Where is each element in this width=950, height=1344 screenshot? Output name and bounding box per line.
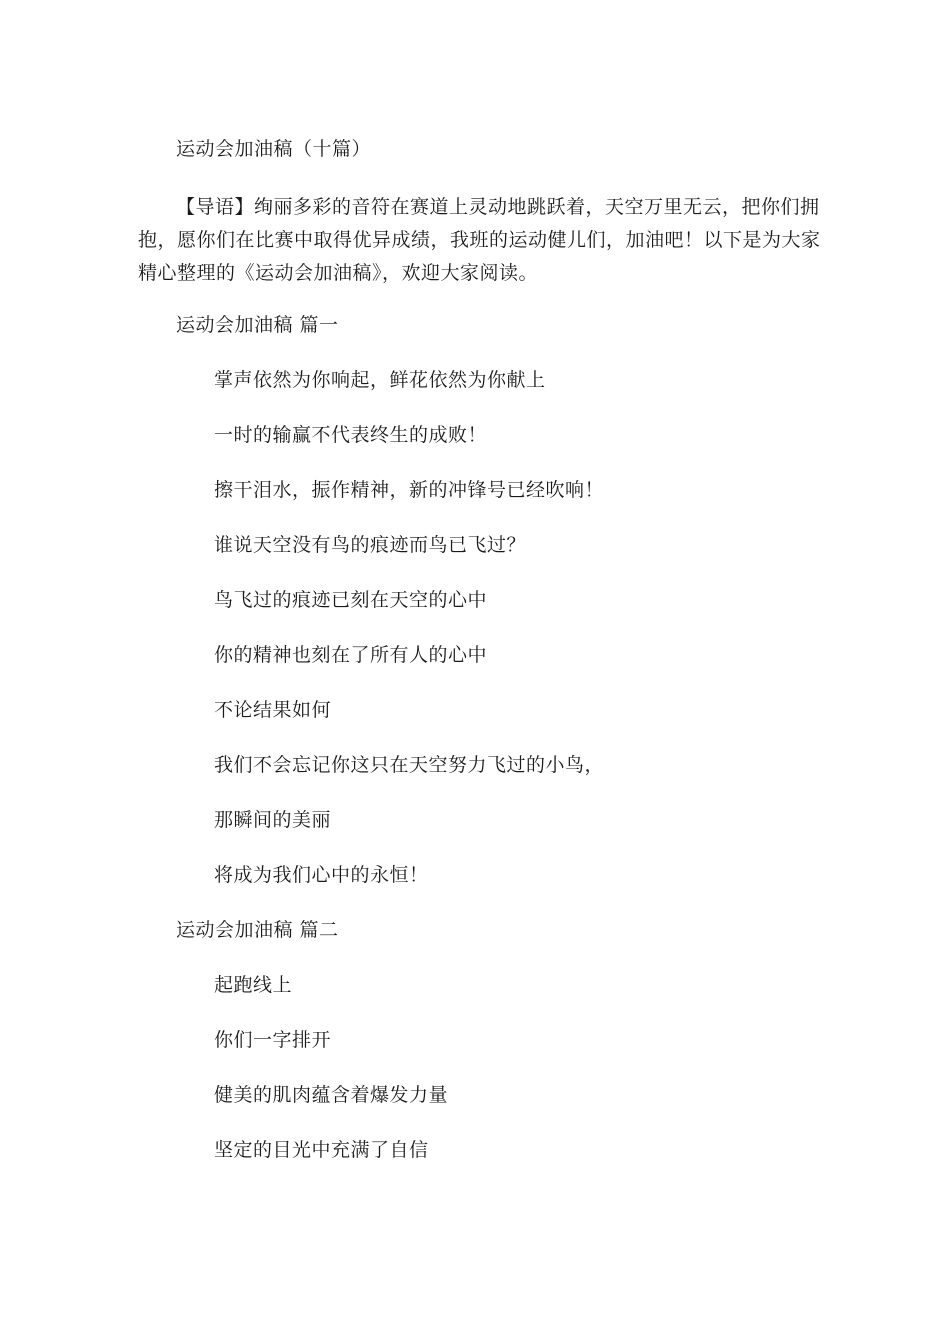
intro-paragraph bbox=[138, 191, 821, 290]
verse-line: 掌声依然为你响起，鲜花依然为你献上 bbox=[214, 369, 546, 391]
verse-line: 鸟飞过的痕迹已刻在天空的心中 bbox=[214, 589, 488, 611]
intro-line: 抱，愿你们在比赛中取得优异成绩，我班的运动健儿们，加油吧！以下是为大家 bbox=[138, 229, 821, 251]
verse-line: 那瞬间的美丽 bbox=[214, 809, 332, 831]
verse-line: 起跑线上 bbox=[214, 974, 293, 996]
verse-line: 我们不会忘记你这只在天空努力飞过的小鸟， bbox=[214, 754, 605, 776]
intro-line: 精心整理的《运动会加油稿》，欢迎大家阅读。 bbox=[138, 262, 539, 284]
verse-line: 擦干泪水，振作精神，新的冲锋号已经吹响！ bbox=[214, 479, 605, 501]
verse-line: 不论结果如何 bbox=[214, 699, 332, 721]
section-heading: 运动会加油稿 篇二 bbox=[176, 919, 339, 941]
section-heading: 运动会加油稿 篇一 bbox=[176, 314, 339, 336]
verse-line: 将成为我们心中的永恒！ bbox=[214, 864, 429, 886]
verse-line: 谁说天空没有鸟的痕迹而鸟已飞过？ bbox=[214, 534, 527, 556]
verse-line: 一时的输赢不代表终生的成败！ bbox=[214, 424, 488, 446]
verse-line: 你的精神也刻在了所有人的心中 bbox=[214, 644, 488, 666]
verse-line: 健美的肌肉蕴含着爆发力量 bbox=[214, 1084, 449, 1106]
document-title: 运动会加油稿（十篇） bbox=[176, 138, 372, 160]
verse-line: 坚定的目光中充满了自信 bbox=[214, 1139, 429, 1161]
verse-line: 你们一字排开 bbox=[214, 1029, 332, 1051]
intro-line: 【导语】绚丽多彩的音符在赛道上灵动地跳跃着，天空万里无云，把你们拥 bbox=[176, 196, 820, 218]
